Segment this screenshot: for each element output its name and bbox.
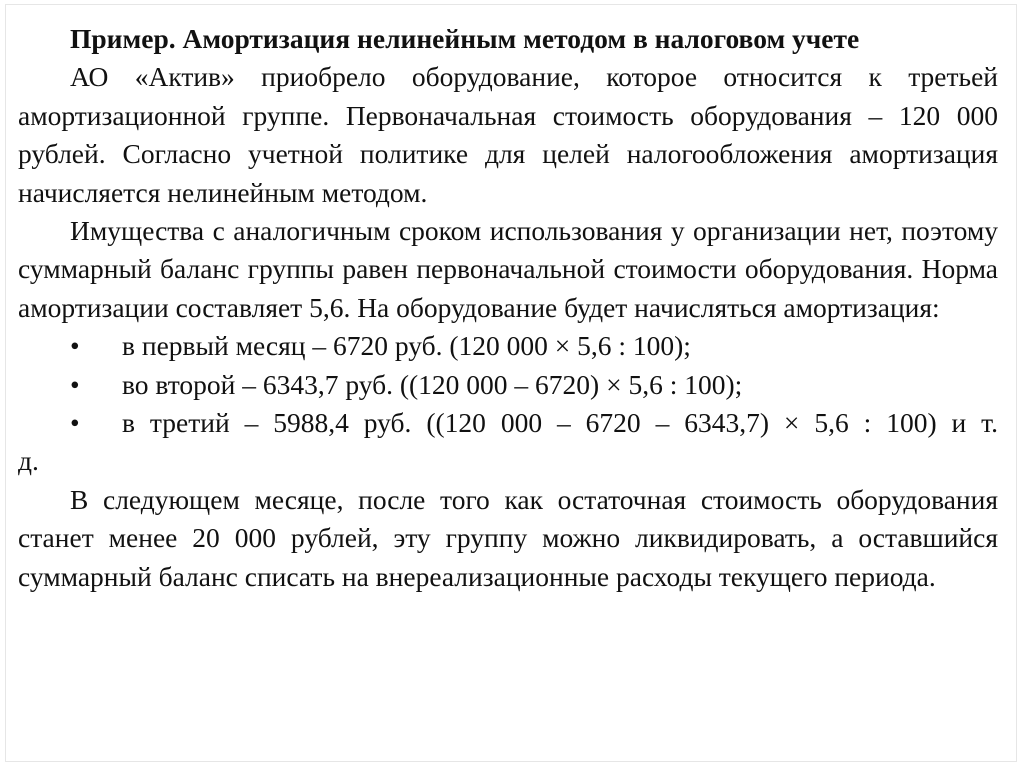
document-body bbox=[18, 20, 998, 596]
paragraph-liquidation: В следующем месяце, после того как остаточная стоимость оборудования станет менее 20 000 рублей, эту группу можно ликвидировать, а оставшийся суммарный баланс списать на внереализационные расходы текущего периода. bbox=[18, 483, 998, 592]
paragraph-intro: АО «Актив» приобрело оборудование, которое относится к третьей амортизационной группе. Первоначальная стоимость оборудования – 120 000 рублей. Согласно учетной политике для целей налогообложения амортизация начисляется нелинейным методом. bbox=[18, 61, 998, 208]
bullet-marker: • bbox=[70, 330, 80, 362]
bullet-item-first-month bbox=[18, 327, 998, 365]
bullet-text: в первый месяц – 6720 руб. (120 000 × 5,6 : 100); bbox=[122, 330, 691, 362]
bullet-text: в третий – 5988,4 руб. ((120 000 – 6720 – 6343,7) × 5,6 : 100) и т. bbox=[122, 407, 998, 439]
bullet-item-second-month bbox=[18, 366, 998, 404]
paragraph-balance: Имущества с аналогичным сроком использования у организации нет, поэтому суммарный баланс группы равен первоначальной стоимости оборудования. Норма амортизации составляет 5,6. На оборудование будет начисляться амортизация: bbox=[18, 215, 998, 323]
bullet-item-third-month bbox=[18, 404, 998, 442]
bullet-marker: • bbox=[70, 407, 80, 439]
bullet-marker: • bbox=[70, 368, 80, 400]
document-title: Пример. Амортизация нелинейным методом в налоговом учете bbox=[70, 23, 860, 54]
bullet-text: во второй – 6343,7 руб. ((120 000 – 6720) × 5,6 : 100); bbox=[122, 368, 743, 400]
bullet-continuation: д. bbox=[18, 445, 39, 477]
